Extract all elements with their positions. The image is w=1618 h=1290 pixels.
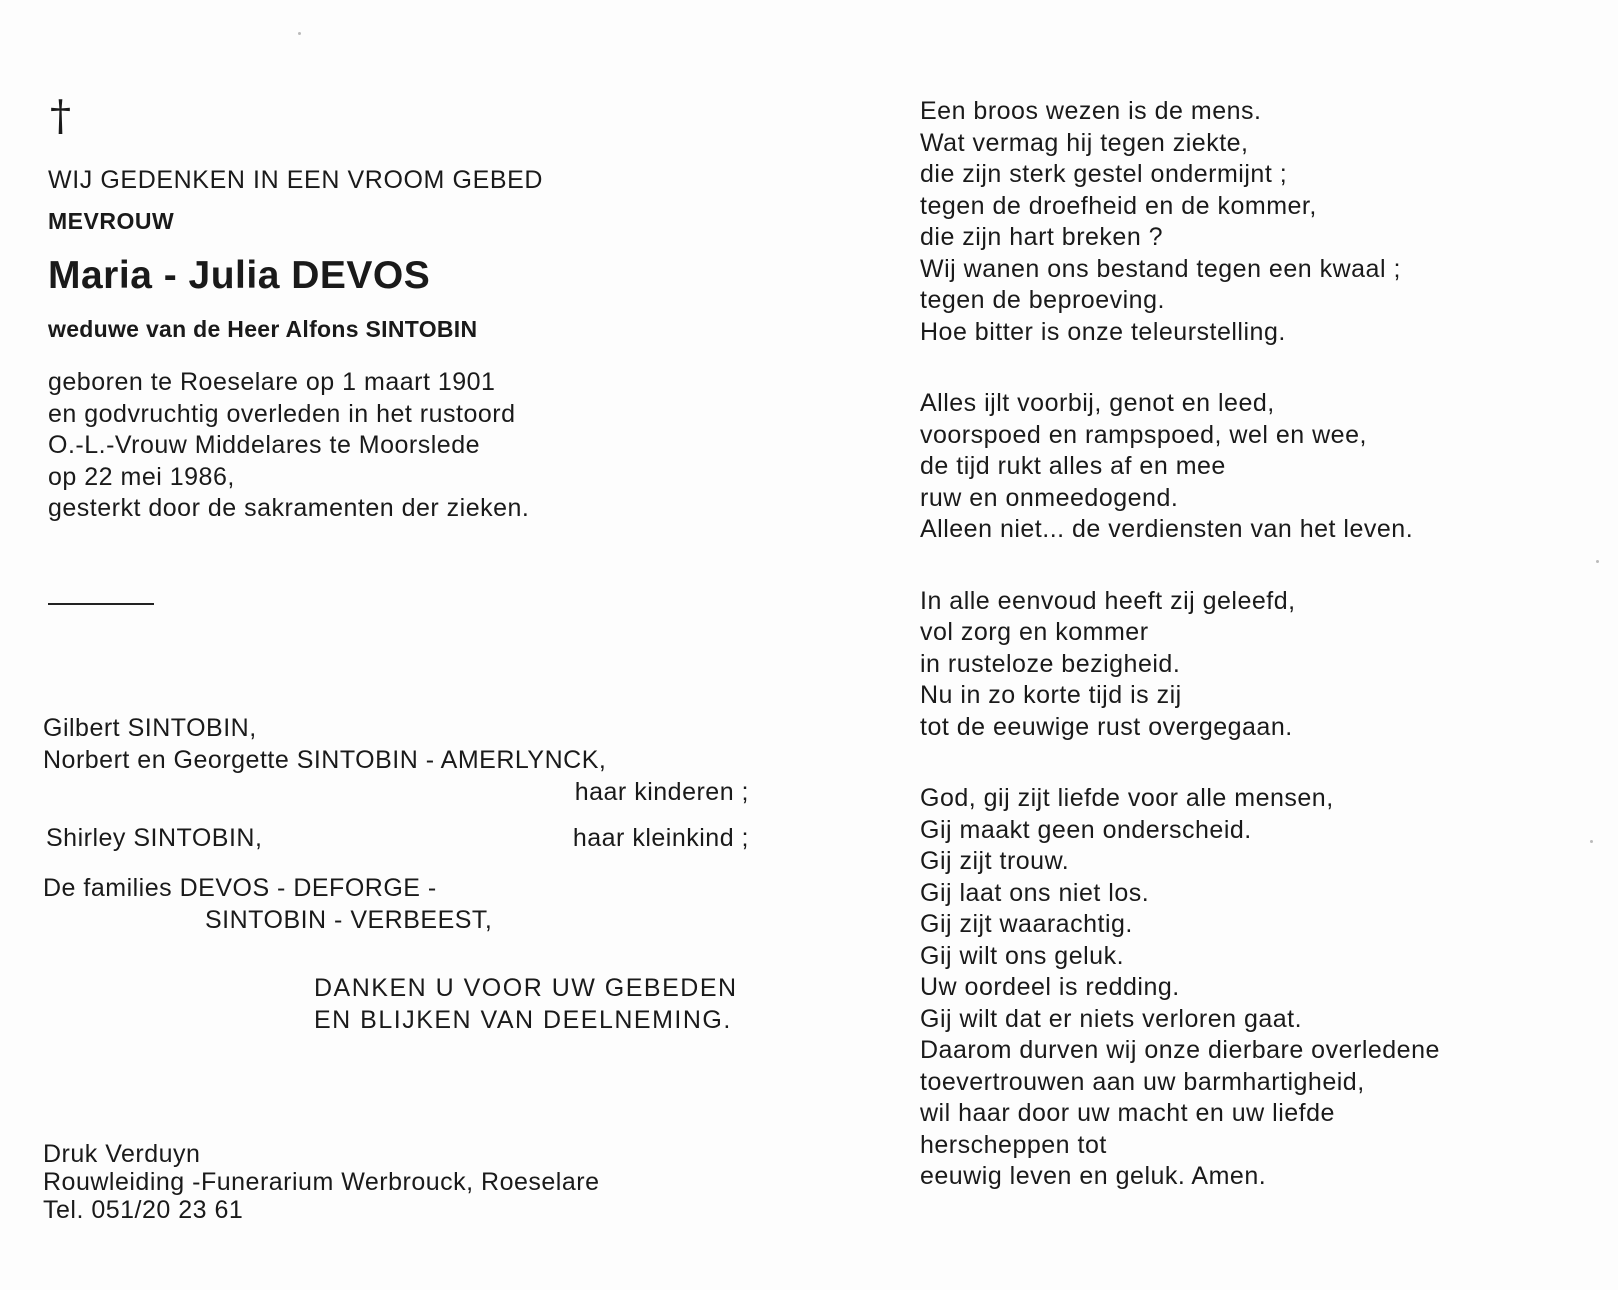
poem-line: Gij wilt ons geluk. — [920, 941, 1125, 970]
poem-stanza-1 — [920, 96, 1600, 348]
poem-line: Hoe bitter is onze teleurstelling. — [920, 317, 1286, 346]
family-member: Gilbert SINTOBIN, — [43, 714, 257, 742]
cross-icon: † — [50, 91, 71, 140]
bio-line: gesterkt door de sakramenten der zieken. — [48, 494, 530, 522]
bio-line: O.-L.-Vrouw Middelares te Moorslede — [48, 431, 481, 459]
family-member: De families DEVOS - DEFORGE - — [43, 874, 437, 902]
left-column — [48, 91, 768, 605]
thanks-line: EN BLIJKEN VAN DEELNEMING. — [314, 1006, 732, 1034]
family-member: Norbert en Georgette SINTOBIN - AMERLYNCK, — [43, 746, 607, 774]
family-line — [43, 714, 763, 746]
poem-line: Daarom durven wij onze dierbare overledene — [920, 1036, 1440, 1064]
poem-line: Gij laat ons niet los. — [920, 878, 1150, 907]
poem-line: Alles ijlt voorbij, genot en leed, — [920, 389, 1275, 417]
poem-line: Een broos wezen is de mens. — [920, 97, 1262, 125]
poem-stanza-2 — [920, 388, 1600, 546]
poem-line: Alleen niet... de verdiensten van het leven. — [920, 515, 1414, 543]
poem-line: de tijd rukt alles af en mee — [920, 452, 1226, 480]
poem-line: Gij maakt geen onderscheid. — [920, 815, 1252, 844]
divider-line — [48, 603, 154, 605]
poem-line: vol zorg en kommer — [920, 618, 1149, 646]
poem-line: eeuwig leven en geluk. Amen. — [920, 1162, 1267, 1190]
title-word: MEVROUW — [48, 208, 175, 234]
thanks-line: DANKEN U VOOR UW GEBEDEN — [314, 974, 738, 1002]
family-member: SINTOBIN - VERBEEST, — [205, 906, 493, 934]
deceased-name: Maria - Julia DEVOS — [48, 254, 431, 297]
family-section — [43, 714, 763, 938]
intro-text: WIJ GEDENKEN IN EEN VROOM GEBED — [48, 166, 544, 194]
poem-line: Gij wilt dat er niets verloren gaat. — [920, 1004, 1303, 1033]
poem-line: tot de eeuwige rust overgegaan. — [920, 712, 1293, 741]
printer-line: Rouwleiding -Funerarium Werbrouck, Roeselare — [43, 1168, 600, 1196]
family-line — [43, 906, 763, 938]
poem-line: Wat vermag hij tegen ziekte, — [920, 128, 1249, 157]
poem-line: voorspoed en rampspoed, wel en wee, — [920, 420, 1367, 449]
printer-info — [43, 1140, 600, 1224]
family-line — [43, 746, 763, 778]
poem-line: wil haar door uw macht en uw liefde — [920, 1099, 1335, 1127]
poem-line: tegen de beproeving. — [920, 286, 1165, 314]
poem-line: Uw oordeel is redding. — [920, 973, 1180, 1001]
children-tag: haar kinderen ; — [574, 778, 749, 806]
poem-line: Nu in zo korte tijd is zij — [920, 681, 1182, 709]
family-line — [43, 824, 763, 856]
poem-line: ruw en onmeedogend. — [920, 483, 1179, 512]
biography — [48, 367, 768, 525]
poem — [920, 96, 1600, 1233]
poem-line: herscheppen tot — [920, 1130, 1107, 1159]
bio-line: op 22 mei 1986, — [48, 462, 235, 491]
poem-line: God, gij zijt liefde voor alle mensen, — [920, 784, 1334, 812]
spouse-line: weduwe van de Heer Alfons SINTOBIN — [48, 316, 478, 342]
poem-line: toevertrouwen aan uw barmhartigheid, — [920, 1067, 1365, 1096]
poem-line: Gij zijt trouw. — [920, 847, 1070, 875]
family-member: Shirley SINTOBIN, — [46, 824, 263, 852]
poem-line: Gij zijt waarachtig. — [920, 910, 1133, 938]
poem-line: die zijn hart breken ? — [920, 223, 1164, 251]
scan-speck — [1596, 560, 1599, 563]
poem-line: Wij wanen ons bestand tegen een kwaal ; — [920, 254, 1401, 283]
poem-line: in rusteloze bezigheid. — [920, 649, 1181, 678]
scan-speck — [1590, 840, 1593, 843]
family-line — [43, 778, 763, 810]
poem-line: die zijn sterk gestel ondermijnt ; — [920, 160, 1288, 188]
printer-line: Druk Verduyn — [43, 1140, 201, 1168]
poem-line: tegen de droefheid en de kommer, — [920, 191, 1317, 220]
thanks-section — [314, 972, 738, 1036]
family-line — [43, 874, 763, 906]
grandchild-tag: haar kleinkind ; — [572, 824, 749, 852]
poem-line: In alle eenvoud heeft zij geleefd, — [920, 586, 1296, 615]
scan-speck — [298, 32, 301, 35]
poem-stanza-3 — [920, 586, 1600, 744]
bio-line: geboren te Roeselare op 1 maart 1901 — [48, 368, 496, 396]
printer-line: Tel. 051/20 23 61 — [43, 1196, 244, 1224]
bio-line: en godvruchtig overleden in het rustoord — [48, 399, 516, 428]
poem-stanza-4 — [920, 783, 1600, 1193]
